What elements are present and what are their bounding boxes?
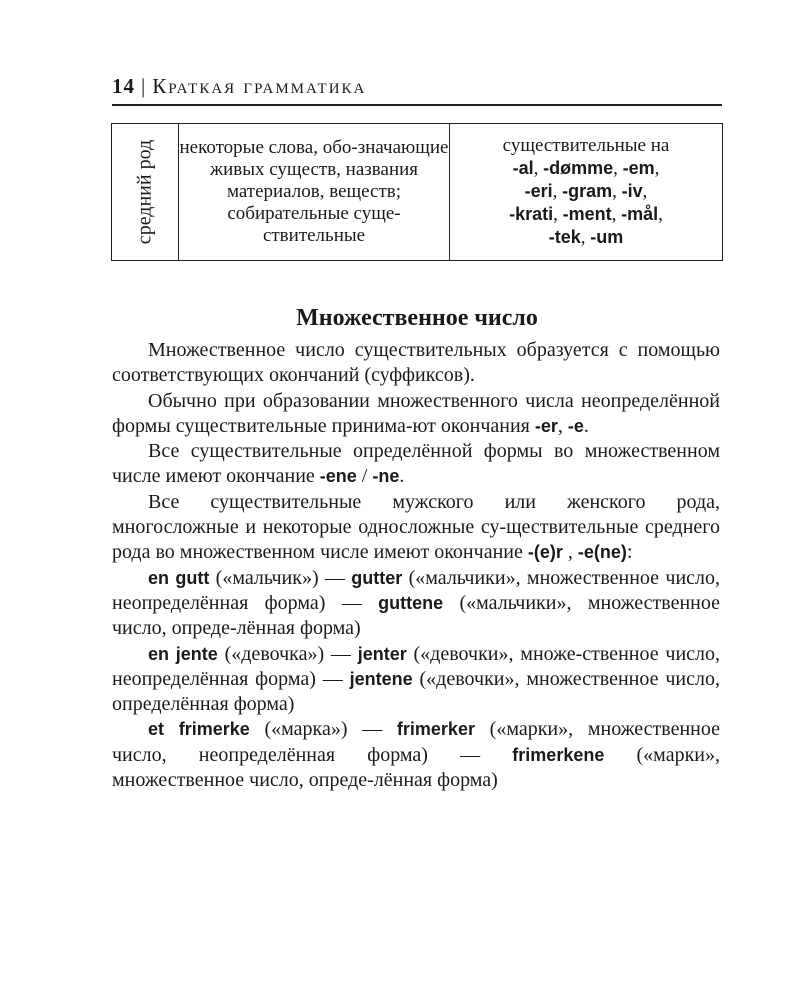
header-rule [112, 104, 722, 106]
example [112, 566, 720, 642]
table-row [112, 124, 723, 261]
paragraph-text: Все существительные определённой формы во множественном числе имеют окончание [112, 440, 720, 488]
example-text: («девочки», множественное число, определённая форма) [112, 667, 720, 716]
running-header [112, 72, 720, 100]
paragraph [112, 439, 720, 490]
suffix: -mål [621, 204, 659, 224]
ending: -(e)r [527, 542, 563, 563]
suffix-intro: существительные на [502, 135, 670, 156]
example-word: guttene [378, 592, 444, 613]
example-text: («мальчики», множественное число, опреде-лённая форма) [112, 591, 720, 640]
header-title: Краткая грамматика [152, 74, 367, 98]
suffix: -ment [562, 204, 612, 224]
page-number: 14 [112, 74, 135, 98]
paragraph [112, 389, 720, 440]
suffix: -dømme [543, 158, 614, 178]
example-text: («мальчик») — [209, 566, 352, 589]
suffix: -krati [509, 204, 554, 224]
ending: -ne [372, 466, 400, 487]
paragraph [112, 490, 720, 566]
punct: : [626, 541, 633, 564]
example-word: gutter [351, 567, 403, 588]
suffix-cell: существительные на -al, -dømme, -em, -eri, -gram, -iv, -krati, -ment, -mål, -tek, -um [450, 124, 723, 261]
ending: -ene [319, 466, 357, 487]
paragraph-text: Все существительные мужского или женского рода, многосложные и некоторые односложные су-ществительные среднего рода во множественном числе имеют окончание [112, 490, 720, 564]
grammar-table [111, 123, 723, 261]
suffix: -al [512, 158, 534, 178]
body-text [112, 338, 720, 793]
example-word: en gutt [148, 567, 210, 588]
ending: -er [534, 415, 558, 436]
example-text: («девочка») — [217, 642, 358, 665]
separator: , [557, 414, 568, 437]
description-cell: некоторые слова, обо-значающие живых существ, названия материалов, веществ; собирательные суще-ствительные [179, 124, 450, 261]
gender-cell [112, 124, 179, 261]
section-title: Множественное число [296, 305, 538, 331]
example-word: et frimerke [148, 719, 250, 740]
suffix: -gram [562, 181, 613, 201]
separator: / [356, 465, 373, 488]
example-text: («марки», множественное число, неопределённая форма) — [112, 718, 720, 766]
paragraph: Множественное число существительных образуется с помощью соответствующих окончаний (суффиксов). [112, 339, 720, 387]
example-text: («марка») — [249, 718, 397, 741]
header-separator: | [141, 74, 147, 98]
example [112, 642, 720, 718]
example-word: jenter [357, 643, 407, 664]
example-word: frimerker [396, 719, 475, 740]
separator: , [562, 541, 578, 564]
ending: -e(ne) [577, 542, 627, 563]
suffix: -eri [524, 181, 553, 201]
suffix: -tek [548, 227, 581, 247]
punct: . [399, 465, 405, 488]
ending: -e [567, 415, 584, 436]
suffix: -em [622, 158, 655, 178]
example-word: jentene [349, 668, 413, 689]
example-text: («девочки», множе-ственное число, неопределённая форма) — [112, 642, 720, 690]
suffix: -iv [621, 181, 643, 201]
paragraph-text: Обычно при образовании множественного числа неопределённой формы существительные принима-ют окончания [112, 389, 720, 437]
example-text: («мальчики», множественное число, неопределённая форма) — [112, 566, 720, 614]
gender-label: средний род [133, 139, 156, 245]
example-word: en jente [148, 643, 218, 664]
example-text: («марки», множественное число, опреде-лённая форма) [112, 743, 721, 792]
punct: . [583, 414, 589, 437]
example [112, 717, 720, 793]
example-word: frimerkene [512, 744, 605, 765]
suffix: -um [590, 227, 624, 247]
